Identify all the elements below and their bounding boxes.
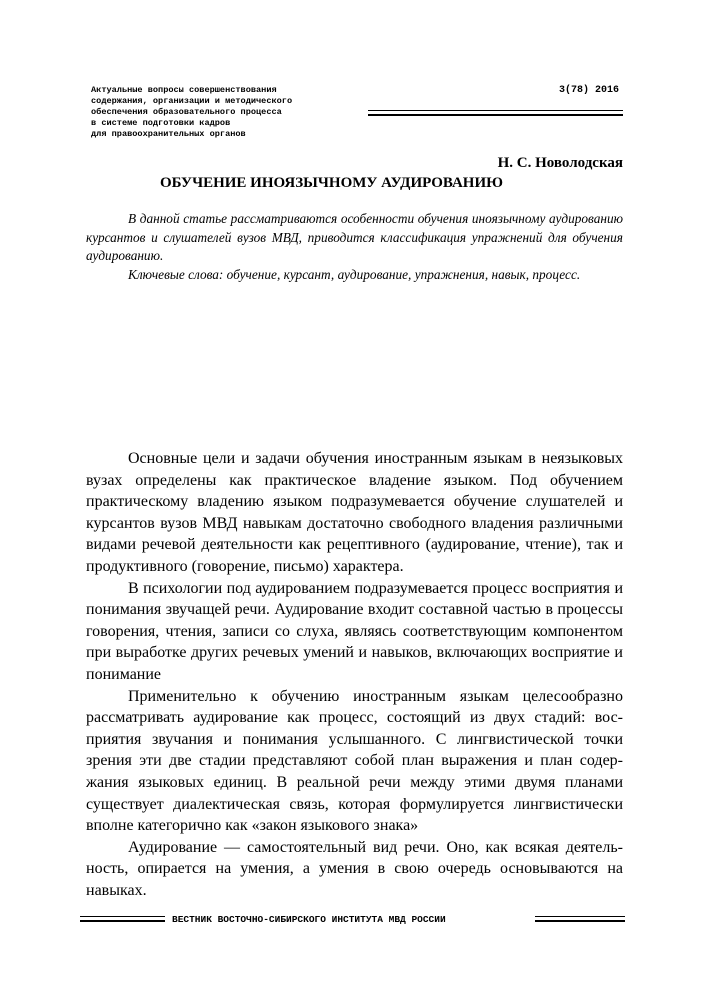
article-body <box>86 448 623 901</box>
running-head-line: Актуальные вопросы совершенствования <box>91 85 277 95</box>
issue-number: 3(78) 2016 <box>558 85 619 96</box>
body-paragraph: Основные цели и задачи обучения иностранным языкам в неязыковых вузах определены как практическое владение языком. Под обучением практическому владению языком подразумевается обучение слушателей и курсантов вузов МВД навыкам достаточно свободного владения различными видами речевой деятельности как рецептивного (аудирование, чтение), так и продуктивного (говорение, письмо) характера. <box>86 450 623 575</box>
footer-rule-left <box>80 916 165 922</box>
running-head-line: для правоохранительных органов <box>91 129 246 139</box>
abstract-text: В данной статье рассматриваются особенности обучения иноязычному аудированию курсантов и слушателей вузов МВД, приводится классификация упражнений для обучения аудированию. <box>86 211 623 263</box>
journal-name: ВЕСТНИК ВОСТОЧНО-СИБИРСКОГО ИНСТИТУТА МВД РОССИИ <box>172 914 446 925</box>
body-paragraph: Аудирование — самостоятельный вид речи. Оно, как всякая деятельность, опирается на умения, а умения в свою очередь основываются на навыках. <box>86 838 623 899</box>
running-head <box>91 85 292 140</box>
running-head-line: обеспечения образовательного процесса <box>91 107 282 117</box>
journal-footer <box>80 912 625 928</box>
author-name: Н. С. Новолодская <box>497 155 623 171</box>
article-title: ОБУЧЕНИЕ ИНОЯЗЫЧНОМУ АУДИРОВАНИЮ <box>160 175 504 191</box>
running-head-line: в системе подготовки кадров <box>91 118 231 128</box>
running-head-line: содержания, организации и методического <box>91 96 293 106</box>
footer-rule-right <box>535 916 625 922</box>
abstract <box>86 210 623 284</box>
body-paragraph: Применительно к обучению иностранным языкам целесообразно рассматривать аудирование как процесс, состоящий из двух стадий: восприятия звучания и понимания услышанного. С лингвистической точки зрения эти две стадии представляют собой план выражения и план содержания языковых единиц. В реальной речи между этими двумя планами существует диалектическая связь, которая формулируется лингвистически вполне категорично как «закон языкового знака» <box>86 687 623 835</box>
header-double-rule <box>368 110 623 116</box>
keywords: Ключевые слова: обучение, курсант, аудирование, упражнения, навык, процесс. <box>128 266 581 282</box>
body-paragraph: В психологии под аудированием подразумевается процесс восприятия и понимания звучащей речи. Аудирование входит составной частью в процессы говорения, чтения, записи со слуха, являясь соответствующим компонентом при выработке других речевых умений и навыков, включающих восприятие и понимание <box>86 579 623 683</box>
